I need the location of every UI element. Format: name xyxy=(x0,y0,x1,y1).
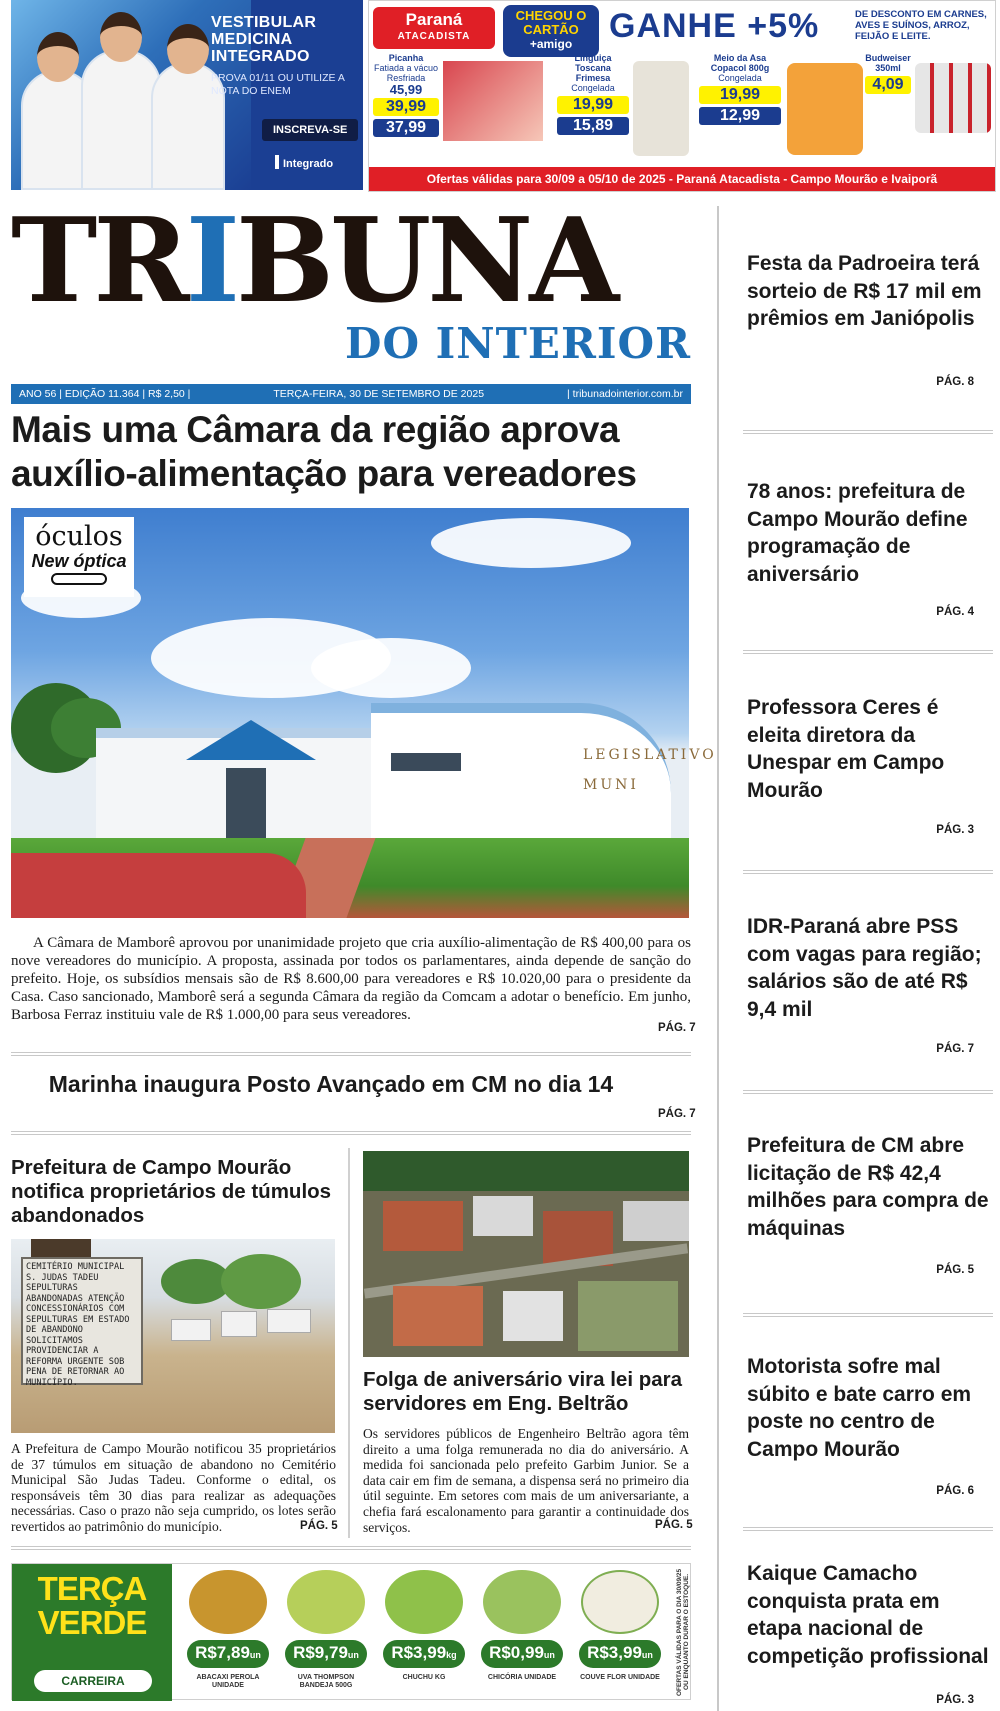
product-budweiser xyxy=(865,53,911,94)
tribuna-logo[interactable] xyxy=(11,193,691,329)
produce-name: UVA THOMPSON BANDEJA 500G xyxy=(297,1674,355,1689)
cartao-brand: +amigo xyxy=(529,37,573,51)
picanha-image xyxy=(443,61,543,141)
sidebar-headline[interactable]: Festa da Padroeira terá sorteio de R$ 17 mil em prêmios em Janiópolis xyxy=(747,252,982,330)
product-desc: Congelada xyxy=(718,73,762,83)
parana-headline: GANHE +5% xyxy=(609,7,820,45)
terca-verde-title: TERÇA VERDE xyxy=(37,1570,147,1641)
produce-unit: un xyxy=(249,1650,261,1660)
folga-headline[interactable]: Folga de aniversário vira lei para servidores em Eng. Beltrão xyxy=(363,1368,683,1415)
aerial-roofs xyxy=(383,1201,463,1251)
cemetery-photo[interactable] xyxy=(11,1239,335,1433)
ad-vestibular-subtitle: PROVA 01/11 OU UTILIZE A NOTA DO ENEM xyxy=(211,72,345,97)
produce-price-value: R$9,79 xyxy=(293,1643,348,1662)
sidebar-page: PÁG. 6 xyxy=(936,1485,974,1497)
sidebar-page: PÁG. 7 xyxy=(936,1043,974,1055)
tumulos-headline[interactable]: Prefeitura de Campo Mourão notifica proprietários de túmulos abandonados xyxy=(11,1156,332,1227)
sidebar-separator xyxy=(743,1313,993,1318)
ad-vestibular-brand-name: Integrado xyxy=(283,158,334,170)
aerial-roofs xyxy=(623,1201,689,1241)
glasses-icon xyxy=(51,573,107,585)
ad-vestibular-headline: VESTIBULAR MEDICINA INTEGRADO xyxy=(211,14,317,65)
ad-terca-verde[interactable] xyxy=(11,1563,691,1700)
terca-verde-brand xyxy=(12,1564,172,1701)
produce-name: COUVE FLOR UNIDADE xyxy=(580,1674,660,1681)
product-club-price: 15,89 xyxy=(557,117,629,135)
product-name: Picanha xyxy=(388,53,424,63)
produce-price xyxy=(285,1640,367,1668)
aerial-roofs xyxy=(503,1291,563,1341)
edition-date: TERÇA-FEIRA, 30 DE SETEMBRO DE 2025 xyxy=(273,388,485,400)
sidebar-story[interactable] xyxy=(747,1353,992,1497)
product-desc: Congelada xyxy=(571,83,615,93)
product-name: Budweiser 350ml xyxy=(865,53,911,73)
tumulos-page[interactable]: PÁG. 5 xyxy=(300,1520,338,1532)
main-story-body: A Câmara de Mamborê aprovou por unanimidade projeto que cria auxílio-alimentação de R$ 400,00 para os nove vereadores do município. A proposta, assinada por todos os parlamentares, ainda depende de sanção do prefeito. Hoje, os subsídios mensais são de R$ 8.600,00 para vereadores e R$ 10.020,00 para o presidente da Casa. Caso sancionado, Mamborê será a segunda Câmara da região da Comcam a adotar o benefício. Em junho, Barbosa Ferraz instituiu vale de R$ 1.000,00 para seus vereadores. xyxy=(11,935,691,1023)
tumulos-body: A Prefeitura de Campo Mourão notificou 35 proprietários de 37 túmulos em situação de abandono no Cemitério Municipal São Judas Tadeu. Conforme o edital, os responsáveis têm 30 dias para realizar as adequações necessárias. Caso o prazo não seja cumprido, os lotes serão revertidos ao patrimônio do município. xyxy=(11,1441,336,1534)
produce-name: CHUCHU KG xyxy=(402,1674,446,1681)
produce-unit: un xyxy=(641,1650,653,1660)
sidebar-headline[interactable]: IDR-Paraná abre PSS com vagas para região; salários são de até R$ 9,4 mil xyxy=(747,915,982,1021)
ad-vestibular-cta-button[interactable]: INSCREVA-SE xyxy=(262,119,358,141)
tree xyxy=(221,1254,301,1309)
chamber-windows xyxy=(391,753,461,771)
sidebar-page: PÁG. 3 xyxy=(936,1694,974,1706)
aerial-roofs xyxy=(393,1286,483,1346)
produce-item xyxy=(378,1570,470,1696)
ad-vestibular[interactable] xyxy=(11,0,363,190)
grave xyxy=(171,1319,211,1341)
sidebar-separator xyxy=(743,1090,993,1095)
sidebar-story[interactable] xyxy=(747,250,992,388)
cloud xyxy=(311,638,471,698)
separator xyxy=(11,1052,691,1057)
ad-otica[interactable] xyxy=(24,517,134,597)
cauliflower-image xyxy=(581,1570,659,1634)
parana-offer-banner: Ofertas válidas para 30/09 a 05/10 de 2025 - Paraná Atacadista - Campo Mourão e Ivaiporã xyxy=(369,167,995,191)
grapes-image xyxy=(287,1570,365,1634)
produce-price-value: R$0,99 xyxy=(489,1643,544,1662)
logo-part: BUNA xyxy=(236,193,616,329)
cemetery-sign: CEMITÉRIO MUNICIPAL S. JUDAS TADEU SEPULTURAS ABANDONADAS ATENÇÃO CONCESSIONÁRIOS COM SEPULTURAS EM ESTADO DE ABANDONO SOLICITAMOS PROVIDENCIAR A REFORMA URGENTE SOB PENA DE RETORNAR AO MUNICÍPIO. xyxy=(21,1257,143,1385)
edition-info-bar xyxy=(11,384,691,404)
sidebar-page: PÁG. 8 xyxy=(936,376,974,388)
folga-body: Os servidores públicos de Engenheiro Beltrão agora têm direito a uma folga remunerada no dia do aniversário. A medida foi sancionada pelo prefeito Garbim Junior. Se a data cair em fim de semana, a dispensa será no primeiro dia útil seguinte. Em setores com mais de um aniversariante, a chefia fará escalonamento para garantir a continuidade dos serviços. xyxy=(363,1426,689,1535)
sidebar-separator xyxy=(743,870,993,875)
produce-price xyxy=(579,1640,661,1668)
product-club-price: 39,99 xyxy=(373,98,439,116)
parana-logo xyxy=(373,7,495,49)
product-card-price: 37,99 xyxy=(373,119,439,137)
student-figure xyxy=(81,50,161,190)
copacol-image xyxy=(787,63,863,155)
product-desc: Fatiada a vácuo Resfriada xyxy=(373,63,439,83)
chicory-image xyxy=(483,1570,561,1634)
red-car xyxy=(11,853,306,918)
main-story-page[interactable]: PÁG. 7 xyxy=(658,1022,696,1034)
produce-item xyxy=(280,1570,372,1696)
sidebar-headline[interactable]: Prefeitura de CM abre licitação de R$ 42,4 milhões para compra de máquinas xyxy=(747,1134,989,1240)
produce-price-value: R$3,99 xyxy=(587,1643,642,1662)
product-club-price: 12,99 xyxy=(699,107,781,125)
product-price: 4,09 xyxy=(865,76,911,94)
product-linguica xyxy=(557,53,629,135)
sidebar-page: PÁG. 4 xyxy=(936,606,974,618)
produce-name: CHICÓRIA UNIDADE xyxy=(487,1674,557,1681)
masthead xyxy=(11,193,691,372)
produce-item xyxy=(476,1570,568,1696)
product-price: 45,99 xyxy=(389,82,423,97)
ad-otica-line1: óculos xyxy=(35,521,123,552)
produce-price-value: R$3,99 xyxy=(391,1643,447,1662)
product-price: 19,99 xyxy=(699,86,781,104)
sidebar-headline[interactable]: Professora Ceres é eleita diretora da Unespar em Campo Mourão xyxy=(747,696,945,802)
sidebar-headline[interactable]: 78 anos: prefeitura de Campo Mourão define programação de aniversário xyxy=(747,480,968,586)
product-picanha xyxy=(373,53,439,137)
carreira-logo: CARREIRA xyxy=(34,1670,152,1692)
edition-info: ANO 56 | EDIÇÃO 11.364 | R$ 2,50 | xyxy=(19,388,191,400)
product-name: Linguiça Toscana Frimesa xyxy=(574,53,612,83)
sidebar-page: PÁG. 5 xyxy=(936,1264,974,1276)
sidebar-separator xyxy=(743,1527,993,1532)
product-meio-asa xyxy=(699,53,781,125)
parana-logo-sub: ATACADISTA xyxy=(397,31,471,42)
budweiser-image xyxy=(915,63,991,133)
cloud xyxy=(431,518,631,568)
ad-otica-line2: New óptica xyxy=(31,551,127,571)
aerial-treeline xyxy=(363,1151,689,1191)
produce-item xyxy=(574,1570,666,1696)
edition-site[interactable]: | tribunadointerior.com.br xyxy=(567,388,683,400)
separator xyxy=(11,1131,691,1136)
sidebar-story[interactable] xyxy=(747,694,992,836)
sidebar-headline[interactable]: Motorista sofre mal súbito e bate carro em poste no centro de Campo Mourão xyxy=(747,1355,972,1461)
produce-price xyxy=(481,1640,563,1668)
sidebar-separator xyxy=(743,650,993,655)
aerial-greens xyxy=(578,1281,678,1351)
grave xyxy=(221,1311,257,1337)
chamber-sign: LEGISLATIVO MUNI xyxy=(583,747,717,793)
sidebar-divider xyxy=(717,206,719,1711)
logo-part: TR xyxy=(11,193,186,329)
grave xyxy=(267,1309,311,1333)
main-headline[interactable]: Mais uma Câmara da região aprova auxílio-alimentação para vereadores xyxy=(11,409,637,494)
sidebar-story[interactable] xyxy=(747,1560,992,1706)
linguica-image xyxy=(633,61,689,156)
parana-logo-text: Paraná xyxy=(405,10,463,29)
cartao-amigo-badge xyxy=(503,5,599,57)
produce-price xyxy=(187,1640,269,1668)
integrado-logo-icon xyxy=(275,155,279,169)
sidebar-story[interactable] xyxy=(747,913,992,1055)
produce-item xyxy=(182,1570,274,1696)
ad-parana-atacadista[interactable] xyxy=(368,0,996,192)
aerial-roofs xyxy=(473,1196,533,1236)
aerial-photo[interactable] xyxy=(363,1151,689,1357)
sidebar-headline[interactable]: Kaique Camacho conquista prata em etapa nacional de competição profissional xyxy=(747,1562,989,1668)
parana-headline-desc: DE DESCONTO EM CARNES, AVES E SUÍNOS, ARROZ, FEIJÃO E LEITE. xyxy=(855,9,987,42)
produce-name: ABACAXI PEROLA UNIDADE xyxy=(196,1674,260,1689)
product-price: 19,99 xyxy=(557,96,629,114)
marinha-headline[interactable]: Marinha inaugura Posto Avançado em CM no dia 14 xyxy=(48,1071,614,1097)
sidebar-page: PÁG. 3 xyxy=(936,824,974,836)
sidebar-story[interactable] xyxy=(747,1132,992,1276)
chayote-image xyxy=(385,1570,463,1634)
tribuna-sublogo: DO INTERIOR xyxy=(345,319,691,368)
ad-vestibular-brand xyxy=(275,155,333,170)
main-story-photo[interactable] xyxy=(11,508,717,918)
cartao-line: CHEGOU O CARTÃO xyxy=(515,8,587,37)
separator xyxy=(11,1546,691,1551)
produce-price xyxy=(383,1640,464,1668)
produce-unit: kg xyxy=(446,1650,457,1660)
column-divider xyxy=(348,1148,350,1538)
sidebar-separator xyxy=(743,430,993,435)
product-name: Meio da Asa Copacol 800g xyxy=(710,53,770,73)
folga-page[interactable]: PÁG. 5 xyxy=(655,1519,693,1531)
produce-price-value: R$7,89 xyxy=(195,1643,250,1662)
marinha-page[interactable]: PÁG. 7 xyxy=(658,1108,696,1120)
terca-verde-disclaimer: OFERTAS VÁLIDAS PARA O DIA 30/09/25 OU ENQUANTO DURAR O ESTOQUE. xyxy=(676,1568,690,1696)
produce-unit: un xyxy=(347,1650,359,1660)
sidebar-story[interactable] xyxy=(747,478,992,618)
logo-part-blue: I xyxy=(185,193,236,329)
pineapple-image xyxy=(189,1570,267,1634)
produce-unit: un xyxy=(543,1650,555,1660)
